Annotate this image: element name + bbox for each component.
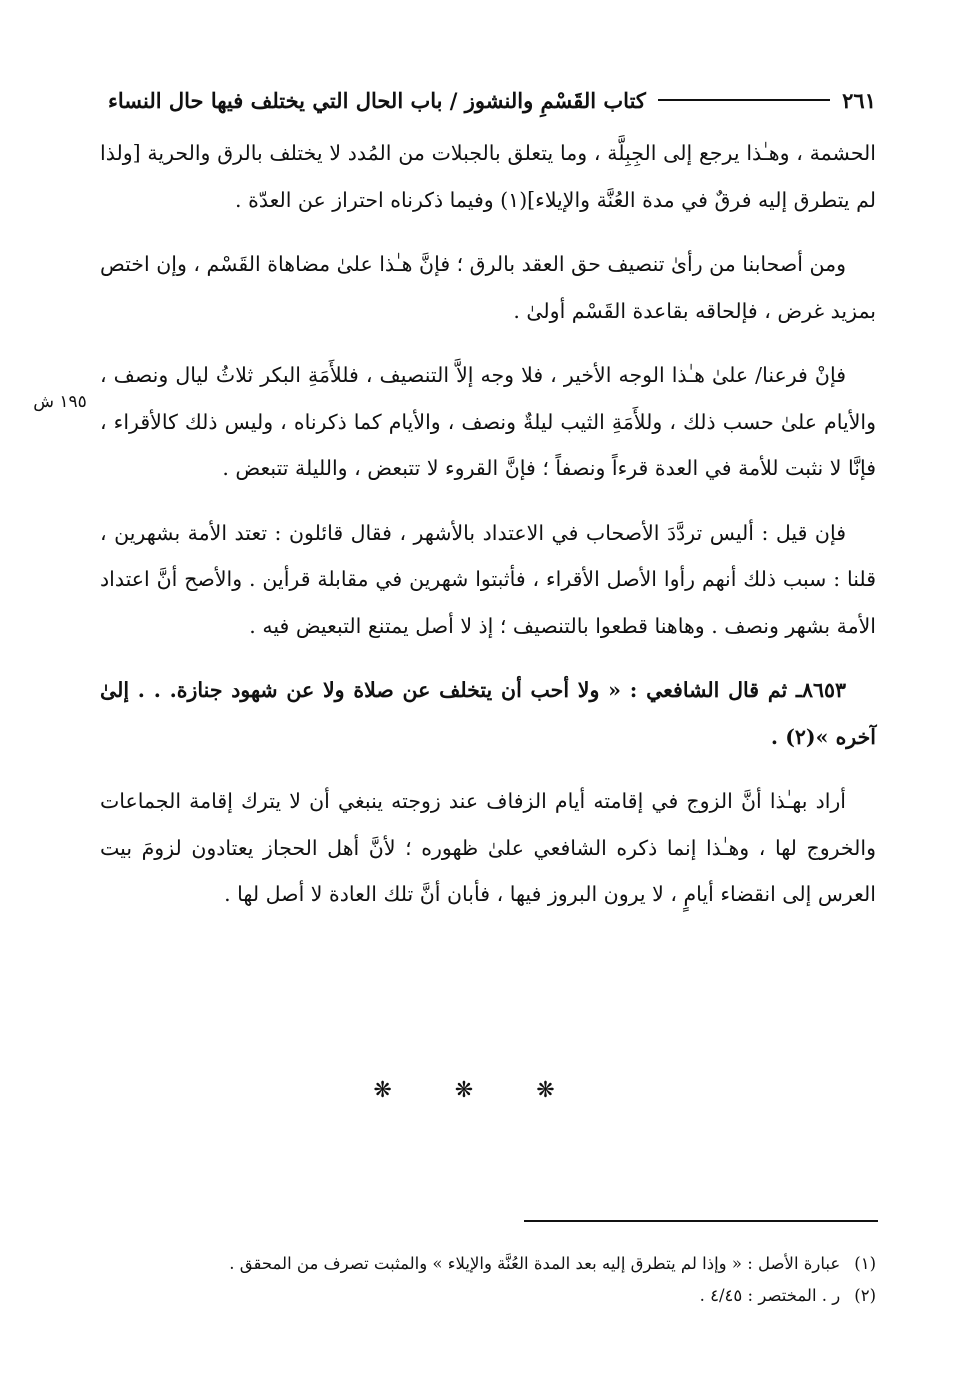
page-number: ٢٦١ [842, 87, 876, 113]
paragraph-2: ومن أصحابنا من رأىٰ تنصيف حق العقد بالرق ؛ فإنَّ هـٰذا علىٰ مضاهاة القَسْم ، وإن اختص بمزيد غرض ، فإلحاقه بقاعدة القَسْم أولىٰ . [100, 252, 876, 323]
footnote-rule [524, 1220, 878, 1222]
footnote-text: عبارة الأصل : « وإذا لم يتطرق إليه بعد المدة العُنَّة والإيلاء » والمثبت تصرف من المحقق . [229, 1254, 841, 1273]
paragraph-6: أراد بهـٰذا أنَّ الزوج في إقامته أيام الزفاف عند زوجته ينبغي أن لا يترك إقامة الجماعات والخروج لها ، وهـٰذا إنما ذكره الشافعي علىٰ ظهوره ؛ لأنَّ أهل الحجاز يعتادون لزومَ بيت العرس إلى انقضاء أيامٍ ، لا يرون البروز فيها ، فأبان أنَّ تلك العادة لا أصل لها . [100, 789, 876, 906]
header-rule [658, 99, 830, 101]
footnotes [100, 1248, 876, 1312]
main-text [100, 130, 876, 936]
footnote-text: ر . المختصر : ٤/٤٥ . [699, 1286, 841, 1305]
margin-folio-note: ١٩٥ ش [33, 392, 87, 412]
paragraph-1: الحشمة ، وهـٰذا يرجع إلى الجِبِلَّة ، وما يتعلق بالجبلات من المُدد لا يختلف بالرق والحرية [ولذا لم يتطرق إليه فرقٌ في مدة العُنَّة والإيلاء](١) وفيما ذكرناه احتراز عن العدّة . [100, 141, 876, 212]
section-separator-asterisks: ❋ ❋ ❋ [373, 1078, 583, 1103]
footnote-1 [100, 1248, 876, 1280]
running-header [108, 82, 876, 118]
footnote-number: (٢) [854, 1286, 876, 1305]
header-title: كتاب القَسْمِ والنشوز / باب الحال التي يختلف فيها حال النساء [108, 87, 646, 113]
footnote-number: (١) [854, 1254, 876, 1273]
footnote-2 [100, 1280, 876, 1312]
paragraph-3: فإنْ فرعنا/ علىٰ هـٰذا الوجه الأخير ، فلا وجه إلاَّ التنصيف ، فللأَمَةِ البكر ثلاثُ ليال ونصف ، والأيام علىٰ حسب ذلك ، وللأَمَةِ الثيب ليلةٌ ونصف ، والأيام كما ذكرناه ، وليس ذلك كالأقراء ، فإنَّا لا نثبت للأمة في العدة قرءاً ونصفاً ؛ فإنَّ القروء لا تتبعض ، والليلة تتبعض . [100, 363, 876, 480]
paragraph-5-numbered: ٨٦٥٣ـ ثم قال الشافعي : « ولا أحب أن يتخلف عن صلاة ولا عن شهود جنازة. . . إلىٰ آخره »(٢) . [100, 678, 876, 749]
paragraph-4: فإن قيل : أليس تردَّدَ الأصحاب في الاعتداد بالأشهر ، فقال قائلون : تعتد الأمة بشهرين ، قلنا : سبب ذلك أنهم رأوا الأصل الأقراء ، فأثبتوا شهرين في مقابلة قرأين . والأصح أنَّ اعتداد الأمة بشهر ونصف . وهاهنا قطعوا بالتنصيف ؛ إذ لا أصل يمتنع التبعيض فيه . [100, 520, 876, 638]
